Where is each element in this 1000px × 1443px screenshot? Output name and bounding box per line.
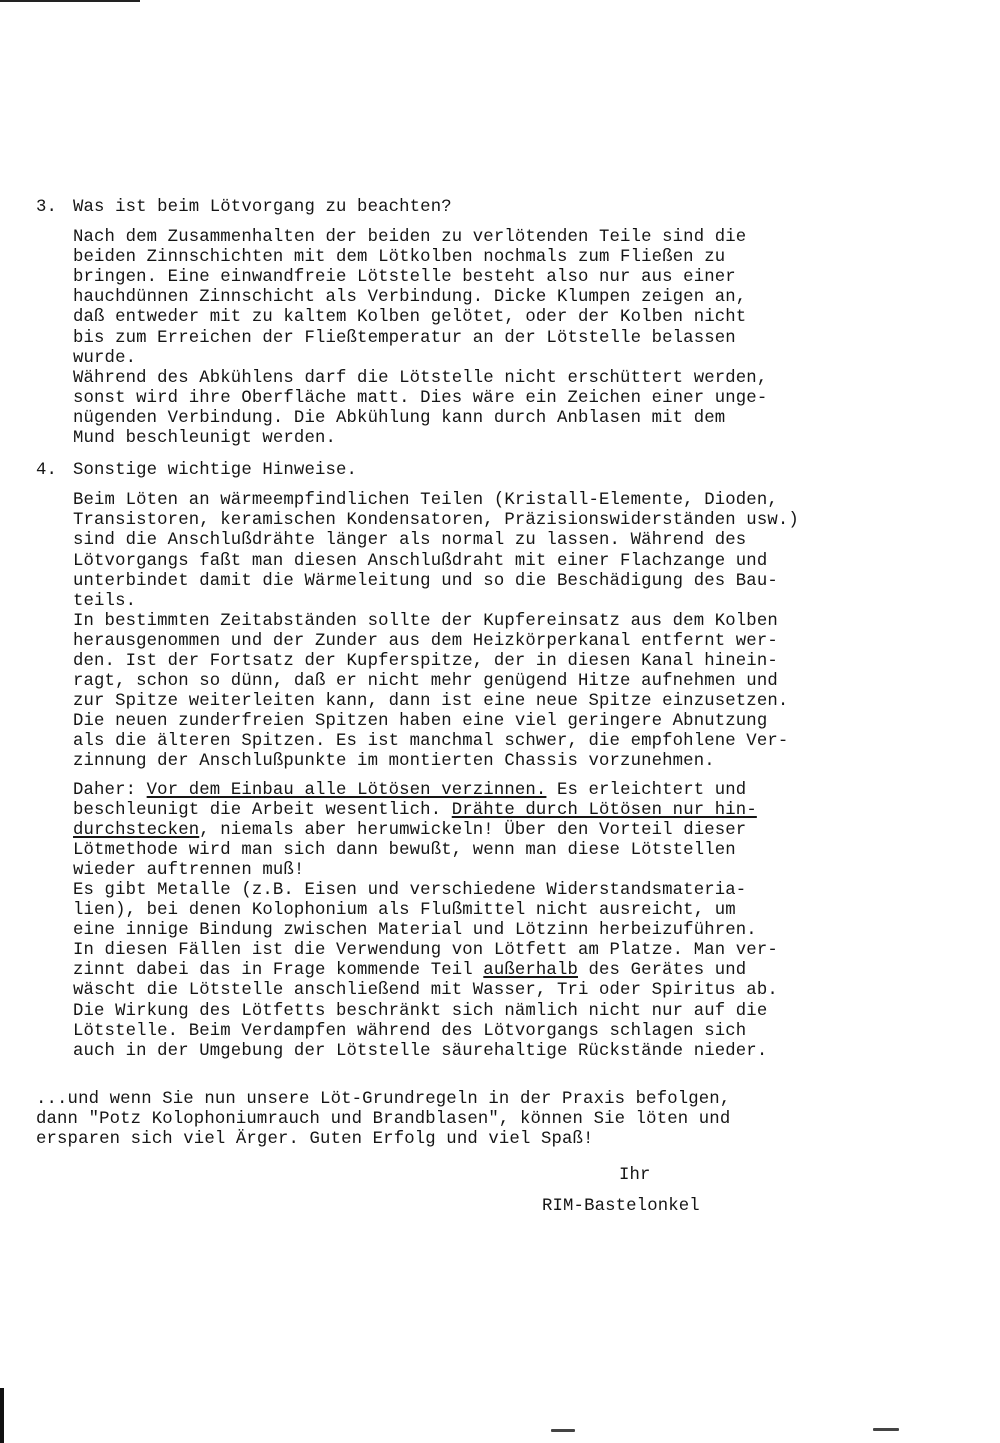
scan-speck xyxy=(551,1429,575,1432)
paragraph-text: des Gerätes und wäscht die Lötstelle anschließend mit Wasser, Tri oder Spiritus ab. Die Wirkung des Lötfetts beschränkt sich nämlich nicht nur auf die Lötstelle. Beim Verdampfen während des Lötvorgangs schlagen sich auch in der Umgebung der Lötstelle säurehaltige Rückstände nieder. xyxy=(73,961,778,1061)
paragraph-text: Es gibt Metalle (z.B. Eisen und verschiedene Widerstandsmateria- lien), bei denen Kolophonium als Flußmittel nicht ausreicht, um eine innige Bindung zwischen Material und Lötzinn herbeizuführen. In diesen Fällen ist die Verwendung von Lötfett am Platze. Man ver- zinnt dabei das in Frage kommende Teil xyxy=(73,881,778,981)
paragraph-text: , niemals aber herumwickeln! Über den Vorteil dieser Lötmethode wird man sich dann bewußt, wenn man diese Lötstellen wieder auftrennen muß! xyxy=(73,820,747,880)
section-3-number: 3. xyxy=(36,198,58,217)
underlined-rule-verzinnen: Vor dem Einbau alle Lötösen verzinnen. xyxy=(146,780,547,800)
typed-page xyxy=(36,198,936,1217)
signature: RIM-Bastelonkel xyxy=(542,1197,700,1217)
signoff: Ihr xyxy=(619,1166,651,1186)
underlined-rule-durchstecken-part1: Drähte durch Lötösen nur hin- xyxy=(451,800,757,820)
paragraph-text: Es erleichtert und beschleunigt die Arbeit wesentlich. xyxy=(73,780,747,820)
section-3-heading xyxy=(36,198,936,218)
section-4-paragraph-4 xyxy=(73,881,936,1062)
underlined-word-ausserhalb: außerhalb xyxy=(483,961,578,981)
section-4-number: 4. xyxy=(36,461,58,481)
scan-speck xyxy=(873,1428,899,1431)
closing-paragraph: ...und wenn Sie nun unsere Löt-Grundregeln in der Praxis befolgen, dann "Potz Kolophoniumrauch und Brandblasen", können Sie löten und ersparen sich viel Ärger. Guten Erfolg und viel Spaß! xyxy=(36,1089,731,1150)
scan-edge-mark-top xyxy=(0,0,140,2)
section-3-paragraph-2: Während des Abkühlens darf die Lötstelle nicht erschüttert werden, sonst wird ihre Oberfläche matt. Dies wäre ein Zeichen einer unge- nügenden Verbindung. Die Abkühlung kann durch Anblasen mit dem Mund beschleunigt werden. xyxy=(73,368,768,449)
section-4-paragraph-1: Beim Löten an wärmeempfindlichen Teilen (Kristall-Elemente, Dioden, Transistoren, keramischen Kondensatoren, Präzisionswiderständen usw.) sind die Anschlußdrähte länger als normal zu lassen. Während des Lötvorgangs faßt man diesen Anschlußdraht mit einer Flachzange und unterbindet damit die Wärmeleitung und so die Beschädigung des Bau- teils. xyxy=(73,491,799,611)
section-3-paragraph-1: Nach dem Zusammenhalten der beiden zu verlötenden Teile sind die beiden Zinnschichten mit dem Lötkolben nochmals zum Fließen zu bringen. Eine einwandfreie Lötstelle besteht also nur aus einer hauchdünnen Zinnschicht als Verbindung. Dicke Klumpen zeigen an, daß entweder mit zu kaltem Kolben gelötet, oder der Kolben nicht bis zum Erreichen der Fließtemperatur an der Lötstelle belassen wurde. xyxy=(73,228,747,368)
daher-intro: Daher: xyxy=(73,780,147,800)
underlined-rule-durchstecken-part2: durchstecken xyxy=(73,820,200,840)
section-4-title: Sonstige wichtige Hinweise. xyxy=(73,461,358,481)
section-4-paragraph-2: In bestimmten Zeitabständen sollte der Kupfereinsatz aus dem Kolben herausgenommen und der Zunder aus dem Heizkörperkanal entfernt wer- den. Ist der Fortsatz der Kupferspitze, der in diesen Kanal hinein- ragt, schon so dünn, daß er nicht mehr genügend Hitze aufnehmen und zur Spitze weiterleiten kann, dann ist eine neue Spitze einzusetzen. Die neuen zunderfreien Spitzen haben eine viel geringere Abnutzung als die älteren Spitzen. Es ist manchmal schwer, die empfohlene Ver- zinnung der Anschlußpunkte im montierten Chassis vorzunehmen. xyxy=(73,611,789,772)
section-3-title: Was ist beim Lötvorgang zu beachten? xyxy=(73,198,452,217)
section-4-paragraph-3 xyxy=(73,781,936,881)
section-4-heading xyxy=(36,461,936,481)
scan-edge-mark-left xyxy=(0,1388,4,1443)
